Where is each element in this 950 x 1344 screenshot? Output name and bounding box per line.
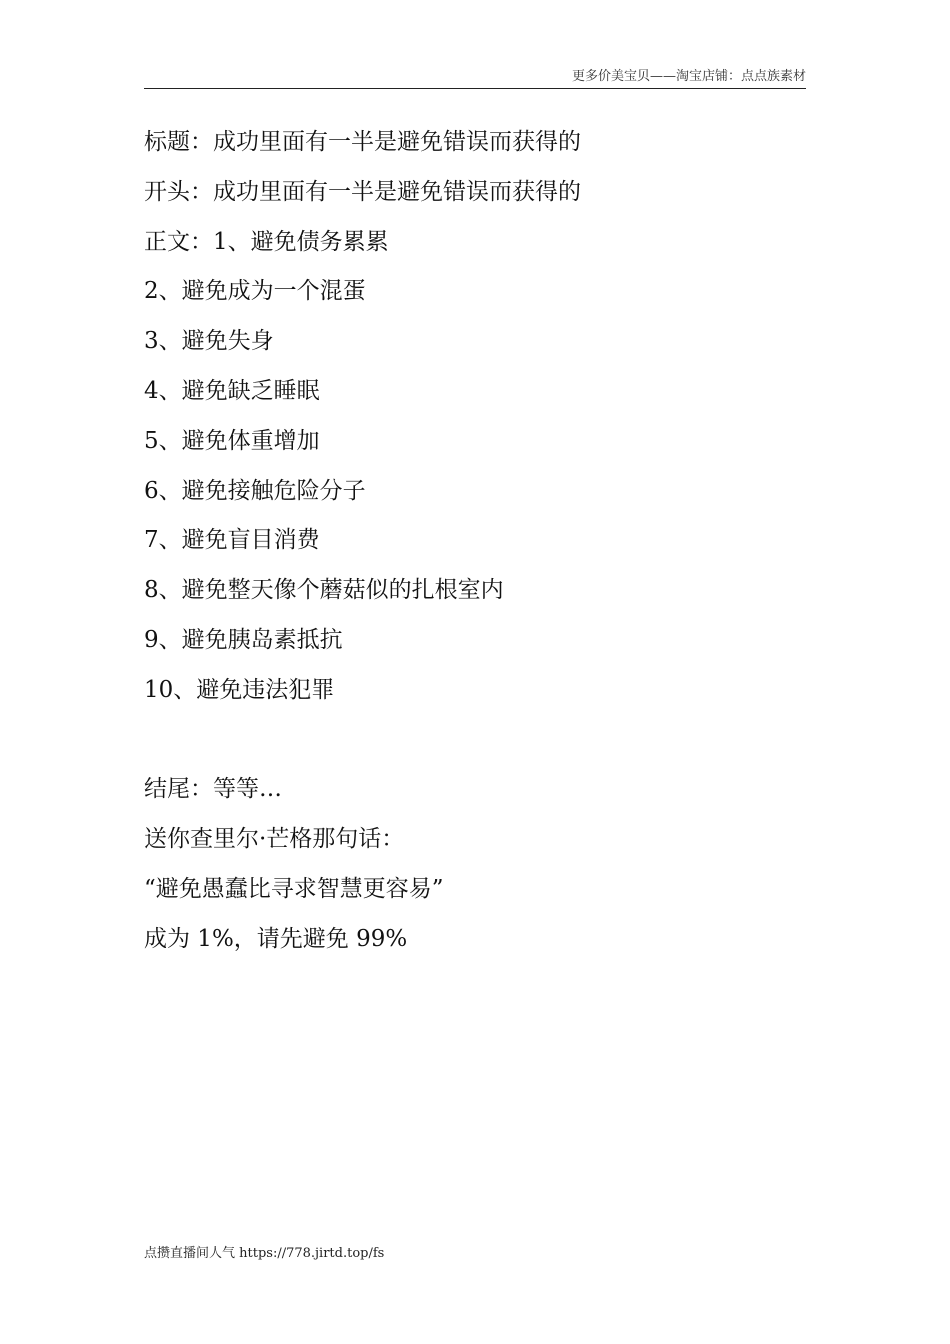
body-line-6: 6、避免接触危险分子 — [144, 477, 366, 504]
title-line: 标题：成功里面有一半是避免错误而获得的 — [144, 129, 581, 155]
body-line-10: 10、避免违法犯罪 — [144, 676, 335, 703]
body-line-2: 2、避免成为一个混蛋 — [144, 278, 366, 305]
body-line-1: 正文：1、避免债务累累 — [144, 228, 389, 255]
header-text: 更多价美宝贝——淘宝店铺：点点族素材 — [571, 69, 806, 84]
page-header — [144, 68, 806, 89]
ending-line-2: 送你查里尔·芒格那句话： — [144, 826, 405, 853]
ending-line-1: 结尾：等等… — [144, 776, 282, 803]
blank-line — [144, 716, 806, 766]
body-line-3: 3、避免失身 — [144, 328, 274, 355]
body-line-8: 8、避免整天像个蘑菇似的扎根室内 — [144, 577, 504, 604]
ending-line-4: 成为 1%，请先避免 99% — [144, 925, 408, 952]
ending-line-3: “避免愚蠢比寻求智慧更容易” — [144, 875, 444, 902]
document-body — [144, 118, 806, 965]
page-footer: 点攒直播间人气 https://778.jirtd.top/fs — [144, 1246, 385, 1261]
body-line-7: 7、避免盲目消费 — [144, 527, 320, 554]
body-line-5: 5、避免体重增加 — [144, 427, 320, 454]
opening-line: 开头：成功里面有一半是避免错误而获得的 — [144, 178, 581, 205]
body-line-4: 4、避免缺乏睡眠 — [144, 377, 320, 404]
body-line-9: 9、避免胰岛素抵抗 — [144, 626, 343, 653]
